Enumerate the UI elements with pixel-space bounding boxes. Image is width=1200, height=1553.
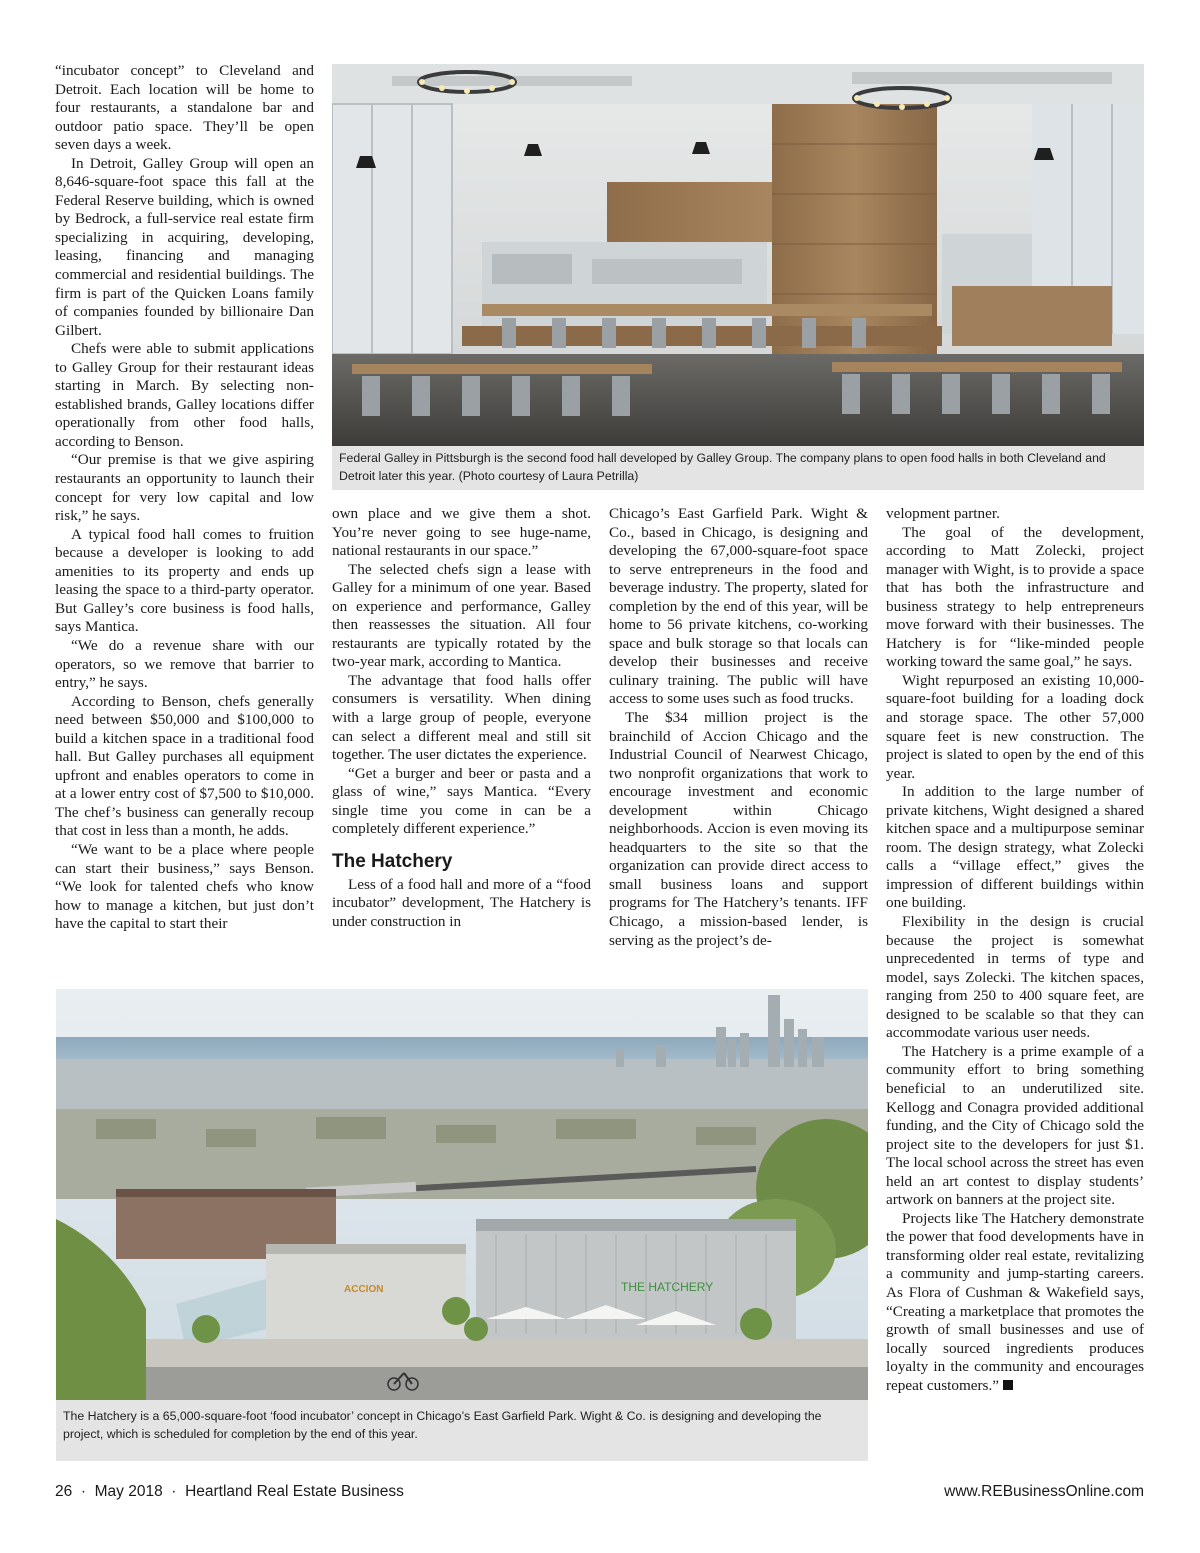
paragraph: According to Benson, chefs generally need between $50,000 and $100,000 to build a kitchen space in a traditional food hall. But Galley purchases all equipment upfront and enables operators to come in at a lower entry cost of $7,500 to $10,000. The chef’s business can generally recoup that cost in less than a month, he adds.	[55, 692, 314, 840]
paragraph: The Hatchery is a prime example of a community effort to bring something beneficial to an underutilized site. Kellogg and Conagra provided additional funding, and the City of Chicago sold the project site to the developers for just $1. The local school across the street has even held an art contest to display students’ artwork on banners at the project site.	[886, 1042, 1144, 1209]
paragraph: Chefs were able to submit applications to Galley Group for their restaurant ideas starting in March. By selecting non-established brands, Galley locations differ operationally from other food halls, according to Benson.	[55, 340, 314, 450]
page-footer-url[interactable]: www.REBusinessOnline.com	[944, 1483, 1144, 1500]
figure-hatchery-rendering	[56, 989, 868, 1461]
paragraph: Chicago’s East Garfield Park. Wight & Co., based in Chicago, is designing and developing the 67,000-square-foot space to serve entrepreneurs in the food and beverage industry. The property, slated for completion by the end of this year, will be home to 56 private kitchens, co-working space and bulk storage so that locals can develop their businesses and receive culinary training. The public will have access to some uses such as food trucks.	[609, 505, 868, 708]
end-mark-icon	[1003, 1380, 1013, 1390]
article-column-1	[55, 62, 314, 934]
paragraph-text: Projects like The Hatchery demonstrate the power that food developments have in transforming older real estate, revitalizing a community and jump-starting careers. As Flora of Cushman & Wakefield says, “Creating a marketplace that promotes the growth of small businesses and use of locally sourced ingredients produces loyalty in the community and encourages repeat customers.”	[886, 1209, 1144, 1394]
paragraph: The advantage that food halls offer consumers is versatility. When dining with a large group of people, everyone can select a different meal and still sit together. The user dictates the experience.	[332, 671, 591, 764]
paragraph: The $34 million project is the brainchild of Accion Chicago and the Industrial Council of Nearwest Chicago, two nonprofit organizations that work to encourage investment and economic development within Chicago neighborhoods. Accion is even moving its headquarters to the site so that the organization can provide direct access to small business loans and support programs for The Hatchery’s tenants. IFF Chicago, a mission-based lender, is serving as the project’s de-	[609, 709, 868, 949]
federal-galley-photo	[332, 64, 1144, 446]
hatchery-rendering-photo	[56, 989, 868, 1400]
accion-sign: ACCION	[344, 1284, 384, 1295]
article-column-4	[886, 505, 1144, 1395]
section-heading: The Hatchery	[332, 850, 453, 872]
figure-caption: Federal Galley in Pittsburgh is the second food hall developed by Galley Group. The company plans to open food halls in both Cleveland and Detroit later this year. (Photo courtesy of Laura Petrilla)	[339, 451, 1106, 483]
figure-federal-galley	[332, 64, 1144, 490]
paragraph: The selected chefs sign a lease with Galley for a minimum of one year. Based on experience and performance, Galley then reassesses the situation. All four restaurants are typically rotated by the two-year mark, according to Mantica.	[332, 560, 591, 671]
paragraph	[886, 1210, 1144, 1395]
article-column-3	[609, 505, 868, 950]
paragraph: A typical food hall comes to fruition because a developer is looking to add amenities to its property and ends up leasing the space to a third-party operator. But Galley’s core business is food halls, says Mantica.	[55, 525, 314, 636]
paragraph: velopment partner.	[886, 505, 1000, 522]
paragraph: Flexibility in the design is crucial because the project is somewhat unprecedented in terms of type and model, says Zolecki. The kitchen spaces, ranging from 250 to 400 square feet, are designed to be scalable so that they can accommodate various user needs.	[886, 913, 1144, 1042]
article-column-2	[332, 505, 591, 931]
paragraph: “Get a burger and beer or pasta and a glass of wine,” says Mantica. “Every single time you come in can be a completely different experience.”	[332, 764, 591, 838]
paragraph: Wight repurposed an existing 10,000-square-foot building for a loading dock and storage space. The other 57,000 square feet is new construction. The project is slated to open by the end of this year.	[886, 671, 1144, 782]
paragraph: In addition to the large number of private kitchens, Wight designed a shared kitchen space and a multipurpose seminar room. The design strategy, what Zolecki calls a “village effect,” gives the impression of different buildings within one building.	[886, 783, 1144, 912]
page-footer-folio: 26 · May 2018 · Heartland Real Estate Business	[55, 1483, 404, 1500]
hatchery-sign: THE HATCHERY	[621, 1280, 714, 1294]
paragraph: own place and we give them a shot. You’re never going to see huge-name, national restaurants in our space.”	[332, 505, 591, 560]
paragraph: “We want to be a place where people can start their business,” says Benson. “We look for talented chefs who know how to manage a kitchen, but just don’t have the capital to start their	[55, 840, 314, 933]
paragraph: “Our premise is that we give aspiring restaurants an opportunity to launch their concept for very low capital and low risk,” he says.	[55, 451, 314, 525]
paragraph: In Detroit, Galley Group will open an 8,646-square-foot space this fall at the Federal Reserve building, which is owned by Bedrock, a full-service real estate firm specializing in acquiring, developing, leasing, financing and managing commercial and residential buildings. The firm is part of the Quicken Loans family of companies founded by billionaire Dan Gilbert.	[55, 154, 314, 339]
paragraph: The goal of the development, according to Matt Zolecki, project manager with Wight, is to provide a space that has both the infrastructure and business strategy to help entrepreneurs move forward with their businesses. The Hatchery is for “like-minded people working toward the same goal,” he says.	[886, 523, 1144, 671]
paragraph: “We do a revenue share with our operators, so we remove that barrier to entry,” he says.	[55, 636, 314, 692]
figure-caption: The Hatchery is a 65,000-square-foot ‘food incubator’ concept in Chicago’s East Garfield Park. Wight & Co. is designing and developing the project, which is scheduled for completion by the end of this year.	[63, 1409, 822, 1441]
paragraph: Less of a food hall and more of a “food incubator” development, The Hatchery is under construction in	[332, 875, 591, 930]
paragraph: “incubator concept” to Cleveland and Detroit. Each location will be home to four restaurants, a standalone bar and outdoor patio space. They’ll be open seven days a week.	[55, 62, 314, 154]
